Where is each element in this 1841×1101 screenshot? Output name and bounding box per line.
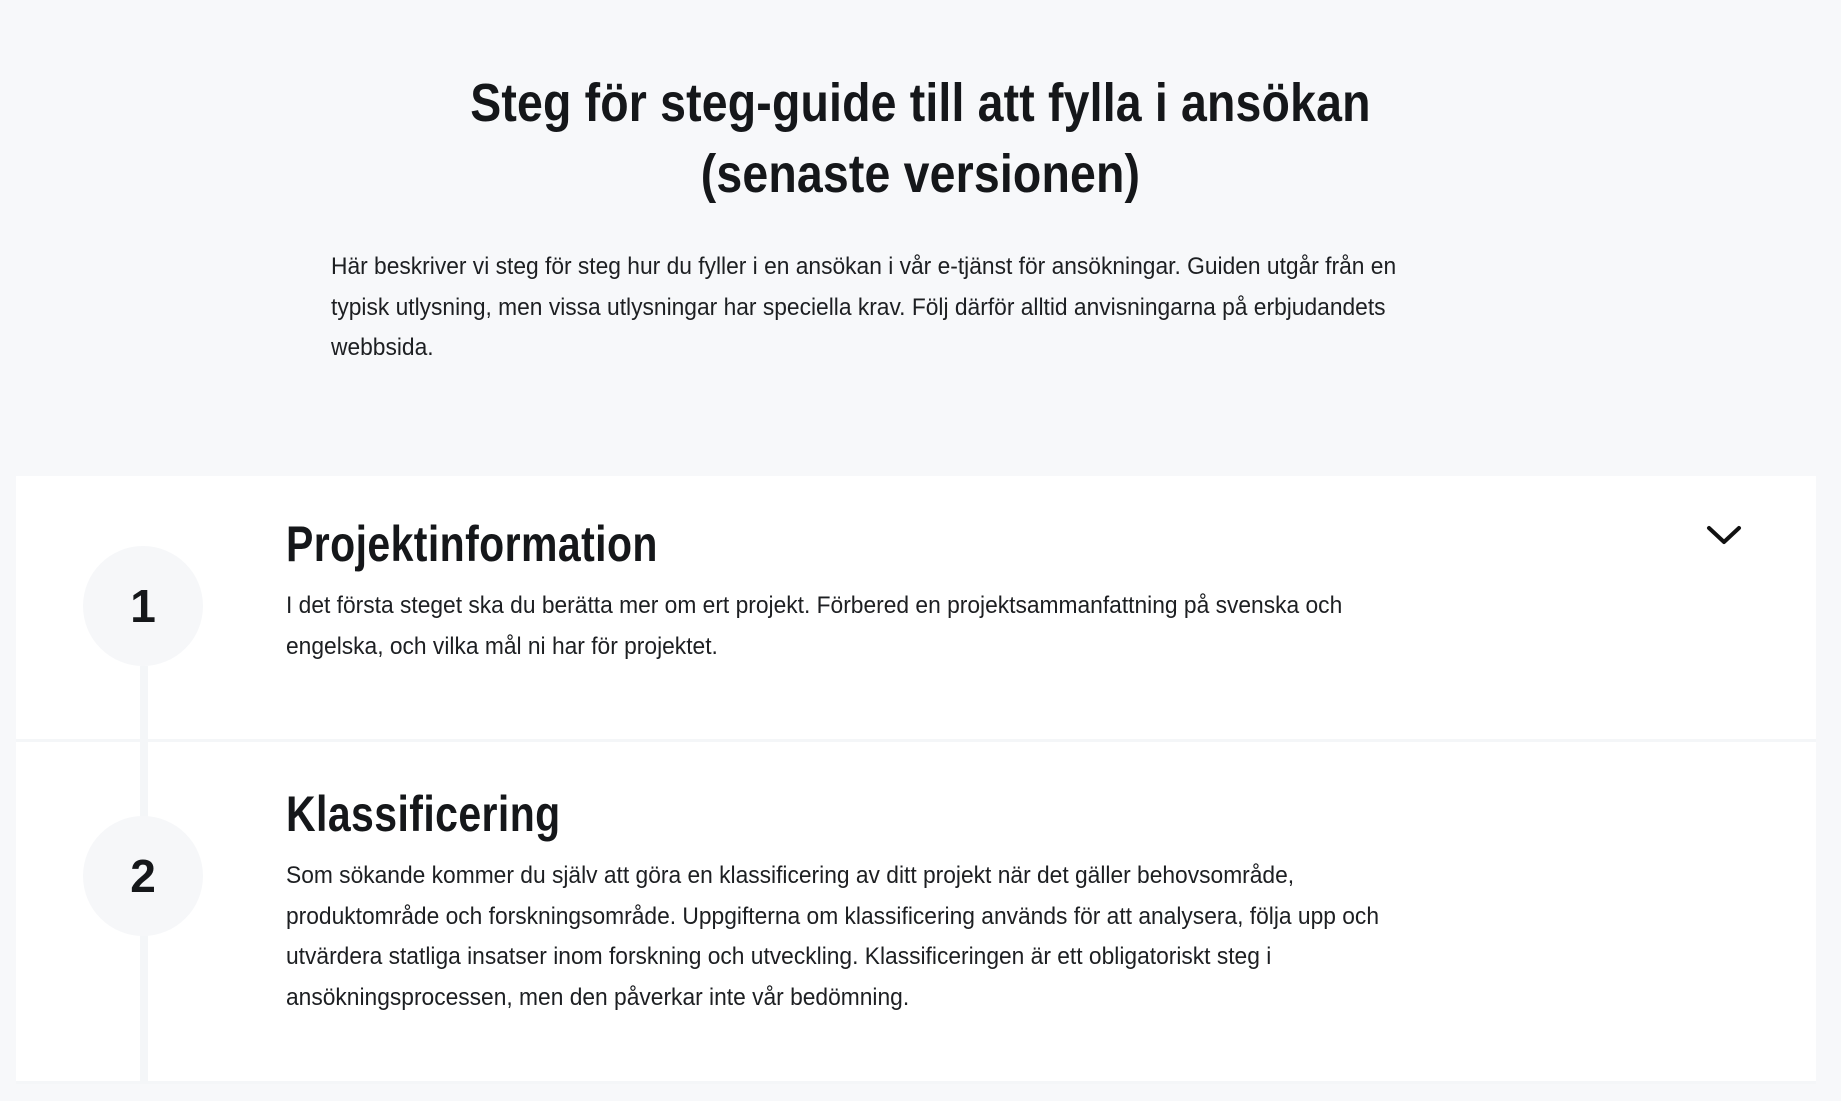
expand-toggle-button[interactable] xyxy=(1704,520,1744,550)
chevron-down-icon xyxy=(1704,520,1744,550)
page-title xyxy=(129,68,1712,210)
step-number-badge: 1 xyxy=(83,546,203,666)
steps-list xyxy=(16,476,1816,1084)
step-content xyxy=(286,782,1486,1018)
step-item-projektinformation[interactable] xyxy=(16,476,1816,742)
step-title[interactable]: Projektinformation xyxy=(286,516,658,572)
intro-paragraph: Här beskriver vi steg för steg hur du fyller i en ansökan i vår e-tjänst för ansökningar. Guiden utgår från en typisk utlysning, men vissa utlysningar har speciella krav. Följ därför alltid anvisningarna på erbjudandets webbsida. xyxy=(331,253,1397,361)
step-content xyxy=(286,512,1486,667)
step-item-klassificering[interactable] xyxy=(16,742,1816,1084)
step-description: Som sökande kommer du själv att göra en klassificering av ditt projekt när det gäller behovsområde, produktområde och forskningsområde. Uppgifterna om klassificering används för att analysera, följa upp och utvärdera statliga insatser inom forskning och utveckling. Klassificeringen är ett obligatoriskt steg i ansökningsprocessen, men den påverkar inte vår bedömning. xyxy=(286,862,1380,1011)
page-title-line-2: (senaste versionen) xyxy=(700,144,1141,204)
step-number-badge: 2 xyxy=(83,816,203,936)
step-title[interactable]: Klassificering xyxy=(286,786,561,842)
page-title-line-1: Steg för steg-guide till att fylla i ansökan xyxy=(470,73,1371,133)
timeline-line xyxy=(140,666,148,742)
step-description: I det första steget ska du berätta mer om ert projekt. Förbered en projektsammanfattning på svenska och engelska, och vilka mål ni har för projektet. xyxy=(286,592,1343,660)
